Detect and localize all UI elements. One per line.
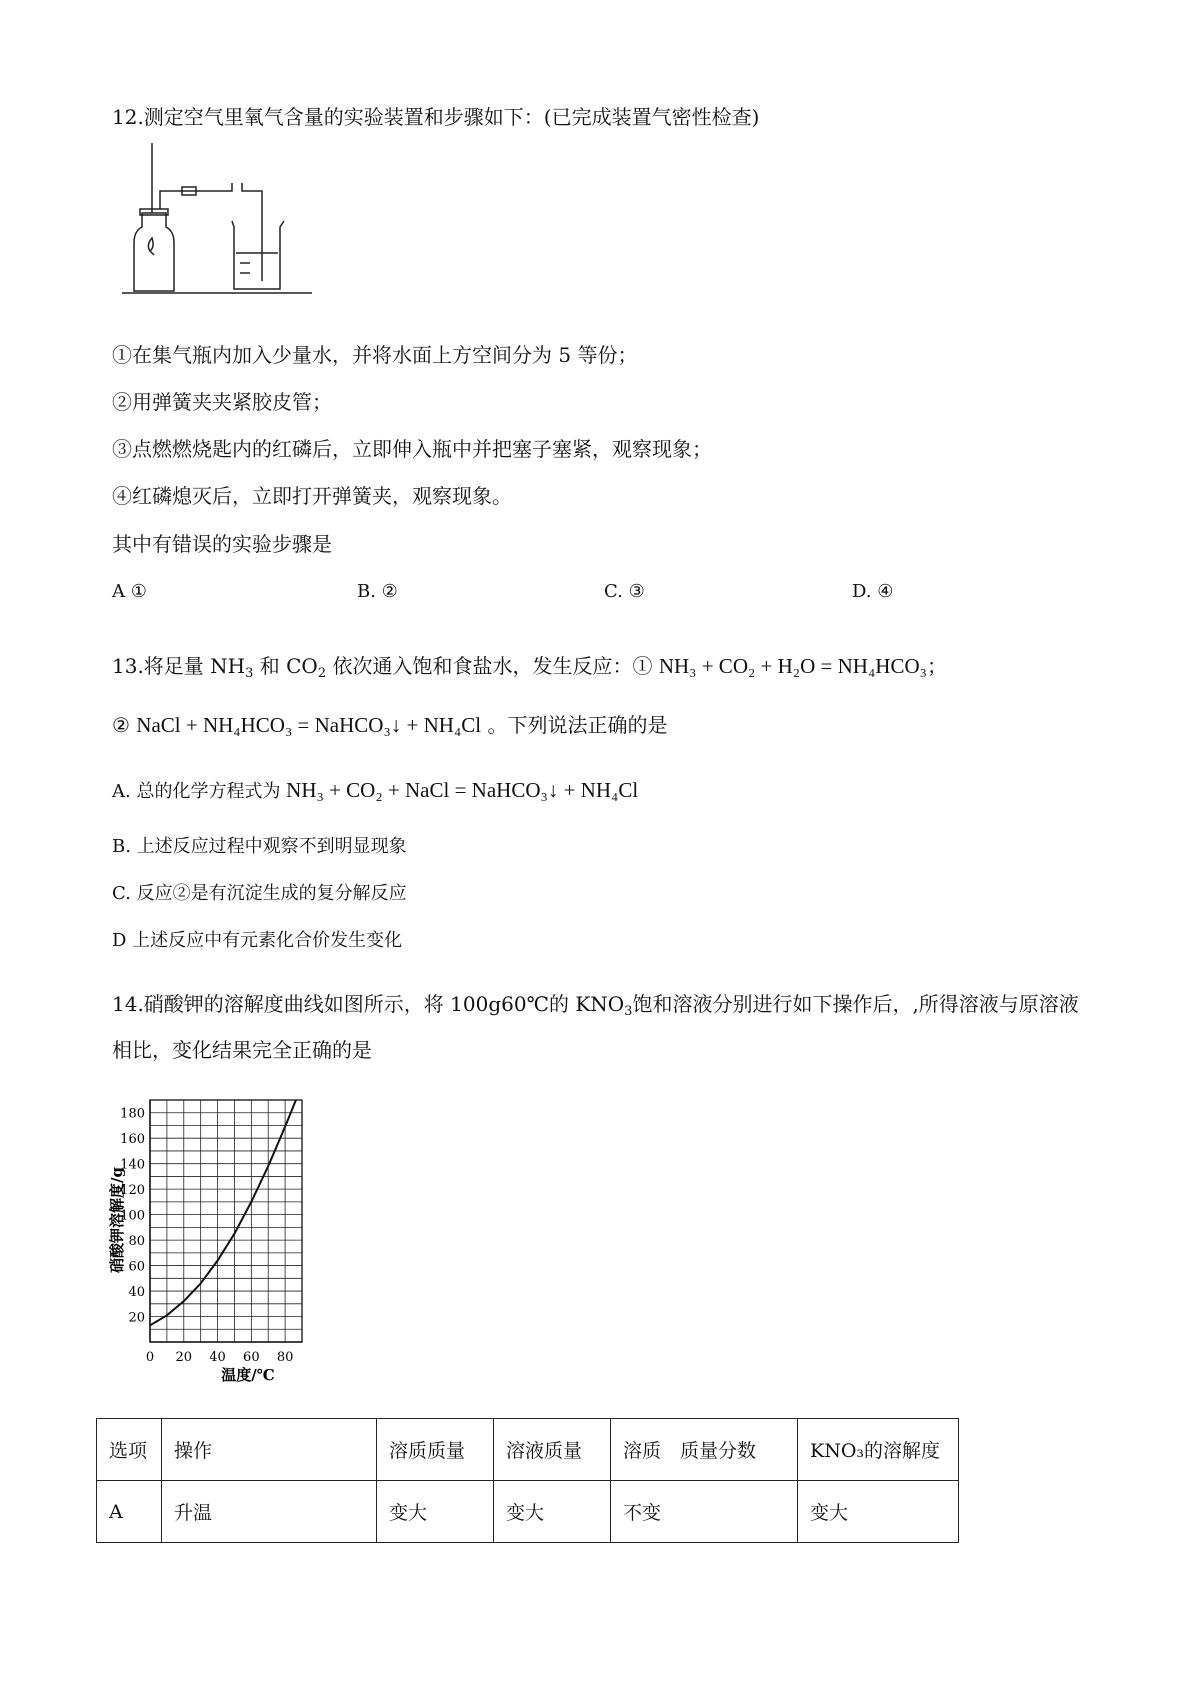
apparatus-figure [122, 143, 312, 313]
q13-equation-1: NH₃ + CO₂ + H₂O = NH₄HCO₃ [658, 654, 927, 678]
header-cell: 选项 [97, 1419, 162, 1481]
table-cell: 变大 [494, 1481, 611, 1543]
y-axis-label: 硝酸钾溶解度/g [108, 1167, 126, 1273]
q14-stem-text-2: 饱和溶液分别进行如下操作后，,所得溶液与原溶液 [632, 992, 1079, 1016]
x-tick-labels [146, 1350, 294, 1365]
q13-stem-tail: ； [926, 654, 947, 678]
results-table [96, 1418, 959, 1543]
table-cell: 变大 [798, 1481, 959, 1543]
table-cell: A [97, 1481, 162, 1543]
x-tick-label: 40 [209, 1350, 226, 1365]
header-cell: 溶质质量 [377, 1419, 494, 1481]
y-tick-label: 20 [128, 1310, 145, 1326]
table-cell: 变大 [377, 1481, 494, 1543]
q12-option-d: D. ④ [852, 581, 894, 602]
x-axis-label: 温度/℃ [221, 1366, 275, 1384]
q12-step-2: ②用弹簧夹夹紧胶皮管； [112, 390, 332, 414]
q12-question: 其中有错误的实验步骤是 [112, 532, 332, 556]
q13-option-d: D 上述反应中有元素化合价发生变化 [112, 930, 403, 951]
q13-equation-2: NaCl + NH₄HCO₃ = NaHCO₃↓ + NH₄Cl [136, 713, 482, 737]
table-header-row [97, 1419, 959, 1481]
header-cell: 操作 [162, 1419, 377, 1481]
x-tick-label: 20 [175, 1350, 193, 1365]
table-cell: 不变 [611, 1481, 798, 1543]
x-tick-label: 0 [145, 1350, 155, 1365]
plot-border [150, 1100, 302, 1342]
solubility-chart [108, 1080, 338, 1390]
q13-stem-text-1: 13.将足量 NH [112, 654, 246, 678]
q13-option-a [112, 776, 638, 806]
table-cell: 升温 [162, 1481, 377, 1543]
q13-sub-2: 2 [317, 666, 327, 681]
q13-option-c: C. 反应②是有沉淀生成的复分解反应 [112, 883, 407, 904]
q13-stem-text-3: 依次通入饱和食盐水，发生反应：① [326, 654, 659, 678]
solubility-curve [150, 1100, 296, 1325]
x-tick-label: 60 [243, 1350, 260, 1365]
y-tick-label: 60 [128, 1259, 145, 1275]
q13-option-b: B. 上述反应过程中观察不到明显现象 [112, 836, 407, 857]
q14-stem-text-1: 14.硝酸钾的溶解度曲线如图所示，将 100g60℃的 KNO [112, 992, 625, 1016]
table-row [97, 1481, 959, 1543]
y-tick-label: 40 [128, 1285, 145, 1301]
y-tick-label: 80 [128, 1234, 145, 1250]
header-cell: 溶液质量 [494, 1419, 611, 1481]
q14-stem-line-2: 相比，变化结果完全正确的是 [112, 1038, 372, 1062]
q12-option-c: C. ③ [604, 581, 645, 602]
y-tick-label: 160 [120, 1132, 145, 1148]
q13-line-2 [112, 711, 667, 739]
q12-step-1: ①在集气瓶内加入少量水，并将水面上方空间分为 5 等份； [112, 343, 638, 367]
q13-stem [112, 652, 947, 688]
q13-line2-prefix: ② [112, 713, 137, 737]
y-tick-label: 140 [120, 1157, 145, 1173]
q14-sub-3: 3 [624, 1004, 633, 1019]
x-tick-label: 80 [276, 1350, 294, 1365]
q12-step-3: ③点燃燃烧匙内的红磷后，立即伸入瓶中并把塞子塞紧，观察现象； [112, 437, 712, 461]
q12-step-4: ④红磷熄灭后，立即打开弹簧夹，观察现象。 [112, 484, 512, 508]
q13-stem-text-2: 和 CO [253, 654, 318, 678]
q12-stem: 12.测定空气里氧气含量的实验装置和步骤如下：(已完成装置气密性检查) [112, 105, 760, 129]
q12-option-b: B. ② [357, 581, 398, 602]
chart-grid [150, 1100, 302, 1342]
q13-line2-tail: 。下列说法正确的是 [481, 713, 668, 737]
q14-stem-line-1 [112, 990, 1079, 1026]
y-tick-label: 100 [120, 1208, 145, 1224]
y-tick-label: 120 [120, 1183, 145, 1199]
q13-sub-3: 3 [245, 666, 254, 681]
q13-option-a-text: A. 总的化学方程式为 [112, 781, 287, 802]
q13-option-a-equation: NH₃ + CO₂ + NaCl = NaHCO₃↓ + NH₄Cl [286, 778, 639, 802]
y-tick-label: 180 [120, 1106, 145, 1122]
q12-option-a: A ① [112, 581, 147, 602]
header-cell: KNO₃的溶解度 [798, 1419, 959, 1481]
header-cell: 溶质 质量分数 [611, 1419, 798, 1481]
